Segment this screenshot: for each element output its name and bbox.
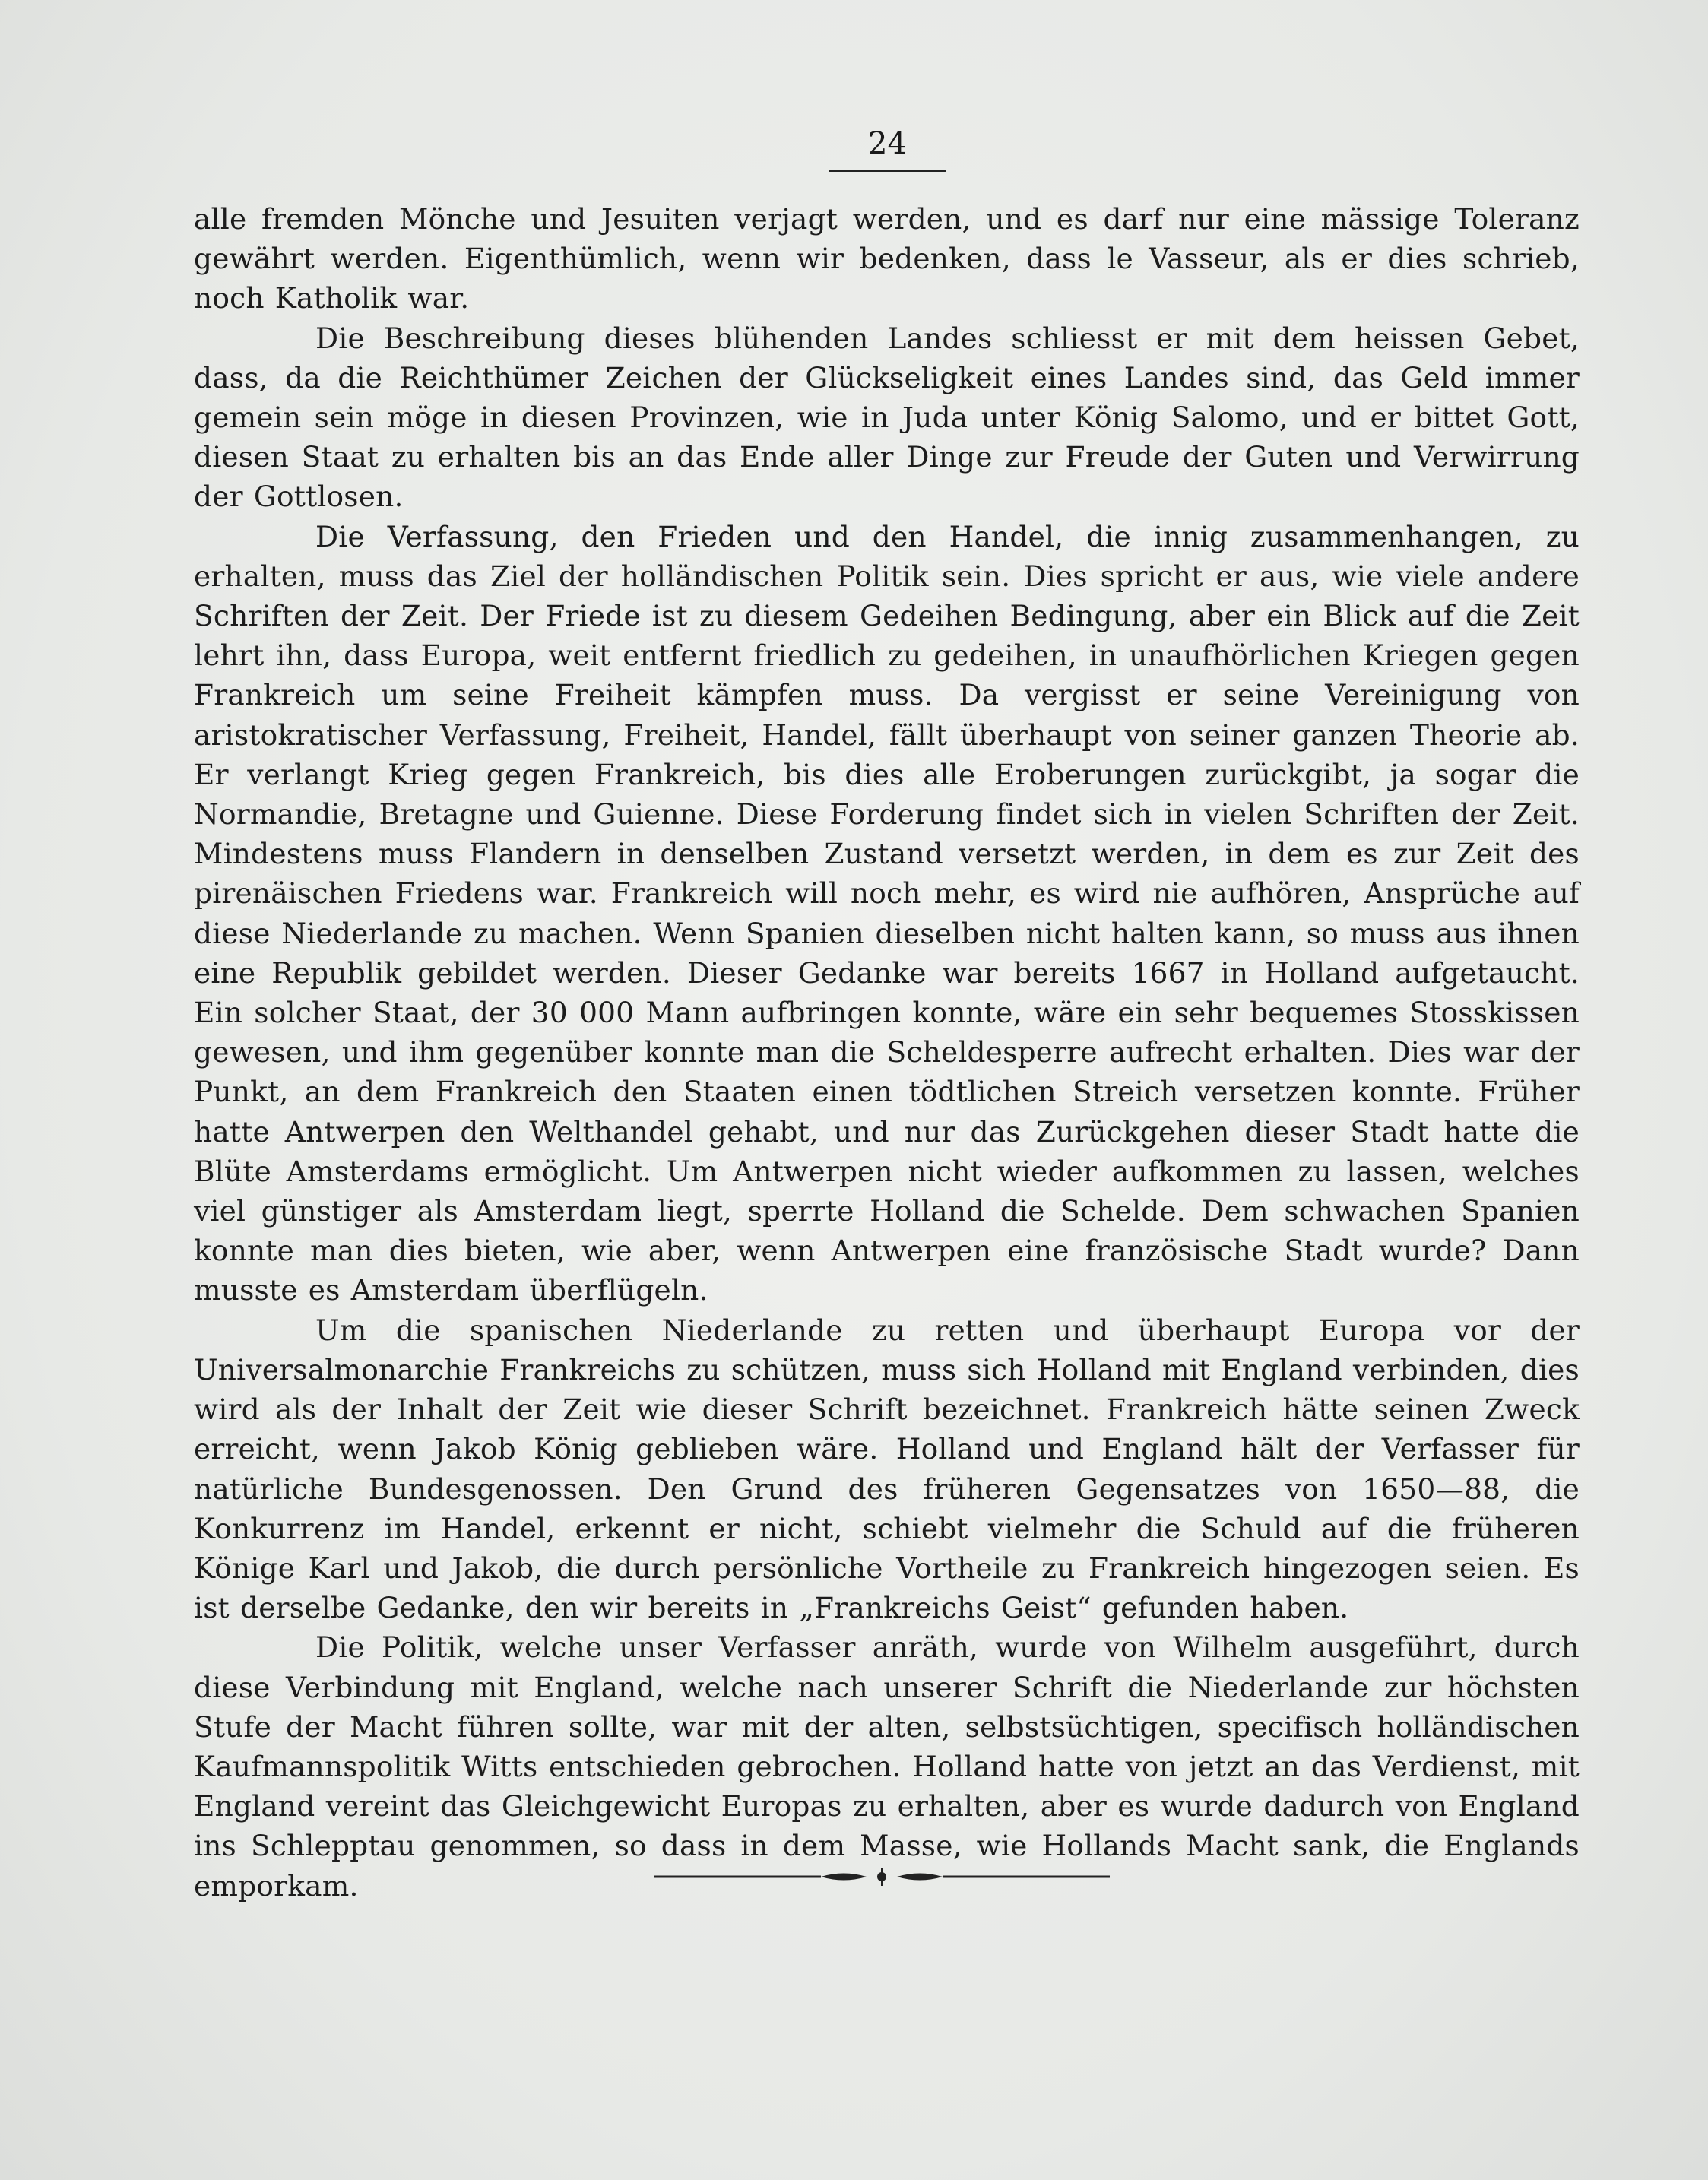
page-number: 24 bbox=[868, 126, 907, 161]
paragraph-5: Die Politik, welche unser Verfasser anräth, wurde von Wilhelm ausgeführt, durch diese Verbindung mit England, welche nach unserer Schrift die Niederlande zur höchsten Stufe der Macht führen sollte, war mit der alten, selbstsüchtigen, specifisch holländischen Kaufmannspolitik Witts entschieden gebrochen. Holland hatte von jetzt an das Verdienst, mit England vereint das Gleichgewicht Europas zu erhalten, aber es wurde dadurch von England ins Schlepptau genommen, so dass in dem Masse, wie Hollands Macht sank, die Englands emporkam. bbox=[194, 1630, 1580, 1903]
paragraph-4: Um die spanischen Niederlande zu retten und überhaupt Europa vor der Universalmonarchie Frankreichs zu schützen, muss sich Holland mit England verbinden, dies wird als der Inhalt der Zeit wie dieser Schrift bezeichnet. Frankreich hätte seinen Zweck erreicht, wenn Jakob König geblieben wäre. Holland und England hält der Verfasser für natürliche Bundesgenossen. Den Grund des früheren Gegensatzes von 1650—88, die Konkurrenz im Handel, erkennt er nicht, schiebt vielmehr die Schuld auf die früheren Könige Karl und Jakob, die durch persönliche Vortheile zu Frankreich hingezogen seien. Es ist derselbe Gedanke, den wir bereits in „Frankreichs Geist“ gefunden haben. bbox=[194, 1313, 1580, 1625]
paragraph-3: Die Verfassung, den Frieden und den Handel, die innig zusammenhangen, zu erhalten, muss das Ziel der holländischen Politik sein. Dies spricht er aus, wie viele andere Schriften der Zeit. Der Friede ist zu diesem Gedeihen Bedingung, aber ein Blick auf die Zeit lehrt ihn, dass Europa, weit entfernt friedlich zu gedeihen, in unaufhörlichen Kriegen gegen Frankreich um seine Freiheit kämpfen muss. Da vergisst er seine Vereinigung von aristokratischer Verfassung, Freiheit, Handel, fällt überhaupt von seiner ganzen Theorie ab. Er verlangt Krieg gegen Frankreich, bis dies alle Eroberungen zurückgibt, ja sogar die Normandie, Bretagne und Guienne. Diese Forderung findet sich in vielen Schriften der Zeit. Mindestens muss Flandern in denselben Zustand versetzt werden, in dem es zur Zeit des pirenäischen Friedens war. Frankreich will noch mehr, es wird nie aufhören, Ansprüche auf diese Niederlande zu machen. Wenn Spanien dieselben nicht halten kann, so muss aus ihnen eine Republik gebildet werden. Dieser Gedanke war bereits 1667 in Holland aufgetaucht. Ein solcher Staat, der 30 000 Mann aufbringen konnte, wäre ein sehr bequemes Stosskissen gewesen, und ihm gegenüber konnte man die Scheldesperre aufrecht erhalten. Dies war der Punkt, an dem Frankreich den Staaten einen tödtlichen Streich versetzen konnte. Früher hatte Antwerpen den Welthandel gehabt, und nur das Zurückgehen dieser Stadt hatte die Blüte Amsterdams ermöglicht. Um Antwerpen nicht wieder aufkommen zu lassen, welches viel günstiger als Amsterdam liegt, sperrte Holland die Schelde. Dem schwachen Spanien konnte man dies bieten, wie aber, wenn Antwerpen eine französische Stadt wurde? Dann musste es Amsterdam überflügeln. bbox=[194, 519, 1580, 1307]
end-ornament bbox=[654, 1864, 1110, 1890]
body-text bbox=[194, 199, 1580, 1906]
paragraph-2: Die Beschreibung dieses blühenden Landes schliesst er mit dem heissen Gebet, dass, da die Reichthümer Zeichen der Glückseligkeit eines Landes sind, das Geld immer gemein sein möge in diesen Provinzen, wie in Juda unter König Salomo, und er bittet Gott, diesen Staat zu erhalten bis an das Ende aller Dinge zur Freude der Guten und Verwirrung der Gottlosen. bbox=[194, 321, 1580, 514]
paragraph-1: alle fremden Mönche und Jesuiten verjagt werden, und es darf nur eine mässige Toleranz gewährt werden. Eigenthümlich, wenn wir bedenken, dass le Vasseur, als er dies schrieb, noch Katholik war. bbox=[194, 202, 1580, 315]
header-rule bbox=[829, 170, 946, 172]
page-header bbox=[829, 125, 946, 172]
